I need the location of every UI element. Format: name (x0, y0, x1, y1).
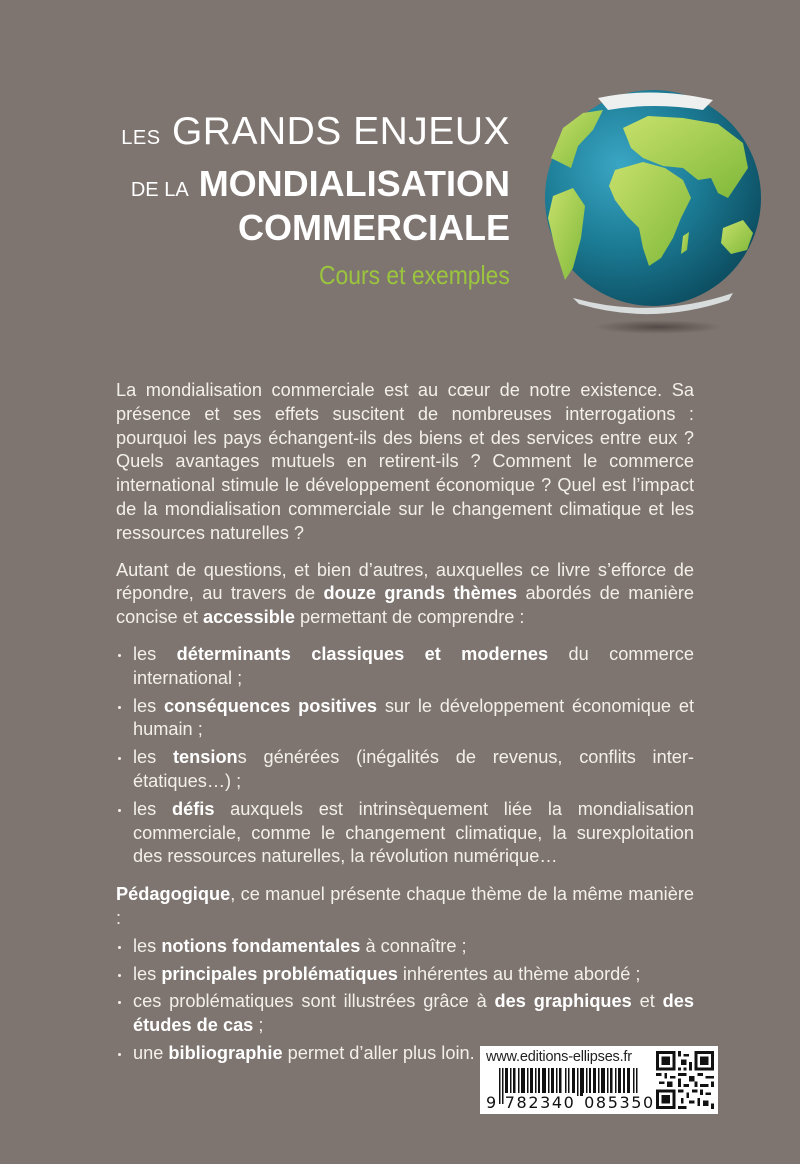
text: auxquels est intrinsèquement liée la mondialisation commerciale, comme le changement climatique, la surexploitation des ressources naturelles, la révolution numérique… (133, 798, 694, 867)
bold-text: bibliographie (168, 1042, 283, 1063)
themes-list (116, 643, 694, 869)
text: les (133, 935, 162, 956)
title-les: LES (121, 127, 161, 149)
list-item (116, 963, 694, 987)
text: abordés de manière concise et (116, 583, 694, 628)
back-cover-description (116, 379, 694, 1080)
bold-text: des graphiques (494, 991, 632, 1012)
bold-text: Pédagogique (116, 884, 231, 905)
list-item (116, 935, 694, 959)
title-grands-enjeux: GRANDS ENJEUX (171, 110, 510, 153)
text: les (133, 798, 172, 819)
text: Autant de questions, et bien d’autres, auxquelles ce livre s’efforce de répondre, au travers de (116, 559, 694, 604)
text: ces problématiques sont illustrées grâce à (133, 991, 495, 1012)
bold-text: notions fondamentales (161, 935, 361, 956)
text: ; (253, 1015, 264, 1036)
book-title (120, 110, 510, 290)
list-item (116, 990, 694, 1038)
text: permettant de comprendre : (294, 607, 525, 628)
text: les (133, 963, 162, 984)
text: inhérentes au thème abordé ; (397, 963, 641, 984)
text: et (631, 991, 663, 1012)
text: les (133, 643, 177, 664)
isbn-group-2: 085350 (584, 1093, 655, 1112)
pedagogy-paragraph (116, 883, 694, 931)
intro-paragraph: La mondialisation commerciale est au cœur de notre existence. Sa présence et ses effets suscitent de nombreuses interrogations : pourquoi les pays échangent-ils des biens et des services entre eux ? Quels avantages mutuels en retirent-ils ? Comment le commerce international stimule le développement économique ? Quel est l’impact de la mondialisation commerciale sur le changement climatique et les ressources naturelles ? (116, 380, 694, 543)
publisher-website: www.editions-ellipses.fr (486, 1049, 632, 1065)
list-item (116, 798, 694, 869)
isbn-group-1: 782340 (504, 1093, 576, 1112)
bold-text: déterminants classiques et modernes (176, 643, 549, 664)
themes-paragraph (116, 559, 694, 630)
isbn-number (486, 1093, 656, 1112)
list-item (116, 643, 694, 691)
bold-text: principales problématiques (161, 963, 398, 984)
text: une (133, 1042, 169, 1063)
title-mondialisation: MONDIALISATION (198, 163, 510, 204)
text: sur le développement économique et humain ; (133, 695, 694, 740)
text: permet d’aller plus loin. (282, 1042, 475, 1063)
title-line-3: COMMERCIALE (238, 207, 510, 248)
text: du commerce international ; (133, 643, 694, 688)
title-line-2 (120, 163, 510, 210)
list-item (116, 695, 694, 743)
text: à connaître ; (360, 935, 467, 956)
text: les (133, 747, 173, 768)
bold-text: des études de cas (133, 991, 695, 1036)
bold-text: tension (173, 747, 238, 768)
title-line-1 (120, 112, 510, 162)
bold-text: conséquences positives (164, 695, 378, 716)
globe-shadow (593, 320, 723, 334)
bold-text: accessible (202, 607, 295, 628)
list-item (116, 746, 694, 794)
text: , ce manuel présente chaque thème de la même manière : (116, 884, 694, 928)
book-subtitle: Cours et exemples (319, 260, 510, 290)
qr-code-icon[interactable] (656, 1050, 714, 1110)
title-de-la: DE LA (130, 179, 189, 201)
bold-text: défis (171, 798, 215, 819)
barcode-panel (480, 1046, 718, 1114)
isbn-prefix: 9 (486, 1093, 498, 1112)
text: s générées (inégalités de revenus, conflits inter-étatiques…) ; (133, 747, 694, 791)
bold-text: douze grands thèmes (323, 583, 518, 604)
globe-icon (543, 88, 763, 338)
text: les (133, 695, 165, 716)
